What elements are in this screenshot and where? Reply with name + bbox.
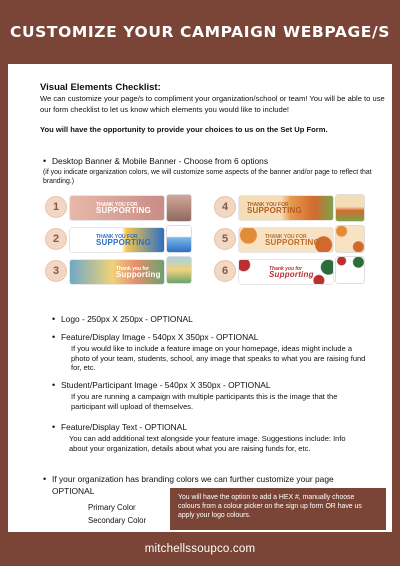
page-header xyxy=(0,0,400,64)
feature-text-desc: You can add additional text alongside your feature image. Suggestions include: Info about your organization, details about what you are raising funds for, etc. xyxy=(69,434,346,453)
branding-item: • If your organization has branding colors we can further customize your page xyxy=(52,474,372,485)
mobile-banner-4[interactable] xyxy=(336,195,364,221)
banner-6-big: Supporting xyxy=(269,270,314,279)
banner-1-small: THANK YOU FOR xyxy=(96,201,138,208)
banner-options-note: (if you indicate organization colors, we will customize some aspects of the banner and/or page to reflect that branding.) xyxy=(43,169,372,185)
secondary-color-label: Secondary Color xyxy=(88,516,147,525)
option-number-4: 4 xyxy=(214,196,236,218)
page-footer xyxy=(0,532,400,566)
feature-text-item: • Feature/Display Text - OPTIONAL xyxy=(61,422,187,433)
checklist-title: Visual Elements Checklist: xyxy=(40,82,161,93)
mobile-banner-5[interactable] xyxy=(336,226,364,252)
banner-3-big: Supporting xyxy=(116,270,161,279)
option-number-1: 1 xyxy=(45,196,67,218)
banner-1-big: SUPPORTING xyxy=(96,206,151,215)
desktop-banner-4[interactable] xyxy=(239,196,333,220)
banner-2-small: THANK YOU FOR xyxy=(96,233,138,240)
page-title: CUSTOMIZE YOUR CAMPAIGN WEBPAGE/S xyxy=(9,23,390,41)
content-page xyxy=(8,64,392,532)
mobile-banner-2[interactable] xyxy=(167,226,191,252)
desktop-banner-3[interactable] xyxy=(70,260,164,284)
primary-color-label: Primary Color xyxy=(88,503,136,512)
option-number-6: 6 xyxy=(214,260,236,282)
option-number-5: 5 xyxy=(214,228,236,250)
desktop-banner-2[interactable] xyxy=(70,228,164,252)
student-image-item: • Student/Participant Image - 540px X 350px - OPTIONAL xyxy=(61,380,270,391)
banner-2-big: SUPPORTING xyxy=(96,238,151,247)
option-number-2: 2 xyxy=(45,228,67,250)
banner-4-big: SUPPORTING xyxy=(247,206,302,215)
feature-image-item: • Feature/Display Image - 540px X 350px - OPTIONAL xyxy=(61,332,258,343)
banner-3-small: Thank you for xyxy=(116,265,150,272)
mobile-banner-1[interactable] xyxy=(167,195,191,221)
mobile-banner-6[interactable] xyxy=(336,257,364,283)
checklist-intro: We can customize your page/s to compliment your organization/school or team! You will be able to use our form checklist to let us know which elements you would like to include! xyxy=(40,94,385,114)
student-image-desc: If you are running a campaign with multiple participants this is the image that the participant will upload of themselves. xyxy=(71,392,338,411)
desktop-banner-6[interactable] xyxy=(239,260,333,284)
banner-5-small: THANK YOU FOR xyxy=(265,233,307,240)
banner-5-big: SUPPORTING xyxy=(265,238,320,247)
setup-form-note: You will have the opportunity to provide your choices to us on the Set Up Form. xyxy=(40,125,328,134)
mobile-banner-3[interactable] xyxy=(167,257,191,283)
banner-4-small: THANK YOU FOR xyxy=(247,201,289,208)
banner-6-small: Thank you for xyxy=(269,265,303,272)
feature-image-desc: If you would like to include a feature image on your homepage, ideas might include a photo of your team, students, school, any image that speaks to what you are raising fund for, etc. xyxy=(71,344,366,373)
desktop-banner-5[interactable] xyxy=(239,228,333,252)
branding-info-box: You will have the option to add a HEX #, manually choose colours from a colour picker on the sign up form OR have us apply your logo colours. xyxy=(170,488,386,530)
banner-options-label: • Desktop Banner & Mobile Banner - Choose from 6 options xyxy=(52,156,268,167)
desktop-banner-1[interactable] xyxy=(70,196,164,220)
logo-item: • Logo - 250px X 250px - OPTIONAL xyxy=(61,314,193,325)
option-number-3: 3 xyxy=(45,260,67,282)
website-link[interactable]: mitchellssoupco.com xyxy=(144,543,256,555)
branding-optional: OPTIONAL xyxy=(52,486,95,496)
